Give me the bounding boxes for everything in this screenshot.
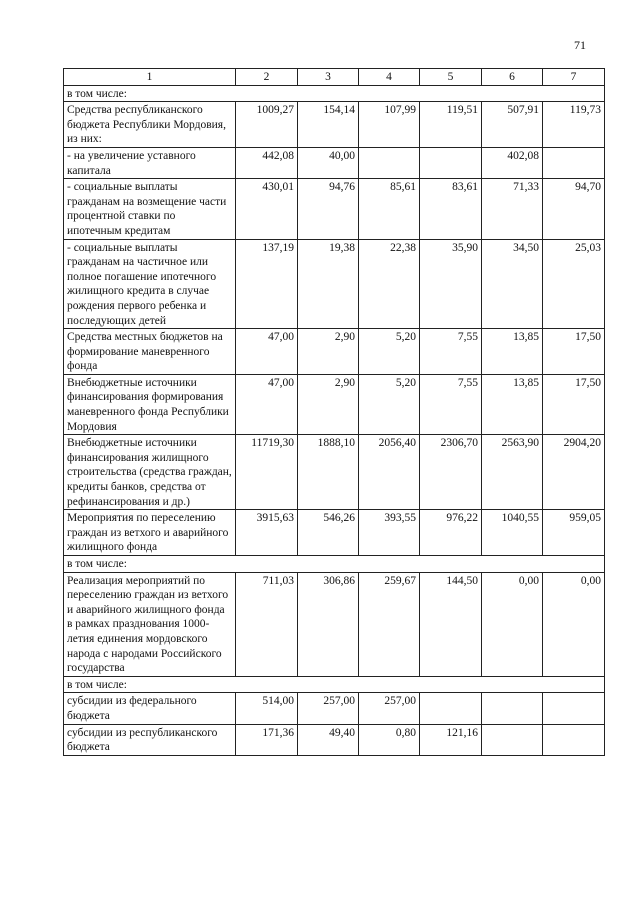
- value-cell: [543, 724, 605, 755]
- value-cell: 7,55: [420, 329, 482, 375]
- row-label: Внебюджетные источники финансирования жилищного строительства (средства граждан, кредиты банков, средства от рефинансирования и др.): [64, 435, 236, 510]
- value-cell: 121,16: [420, 724, 482, 755]
- table-body: [64, 85, 605, 755]
- value-cell: 83,61: [420, 179, 482, 239]
- row-label: Средства республиканского бюджета Республики Мордовия, из них:: [64, 102, 236, 148]
- value-cell: [420, 147, 482, 178]
- value-cell: 107,99: [359, 102, 420, 148]
- value-cell: 1040,55: [482, 510, 543, 556]
- value-cell: 19,38: [298, 239, 359, 329]
- section-divider-row: [64, 85, 605, 102]
- value-cell: [543, 147, 605, 178]
- row-label: - социальные выплаты гражданам на возмещение части процентной ставки по ипотечным кредитам: [64, 179, 236, 239]
- value-cell: 3915,63: [236, 510, 298, 556]
- value-cell: 22,38: [359, 239, 420, 329]
- value-cell: 257,00: [359, 693, 420, 724]
- value-cell: 34,50: [482, 239, 543, 329]
- value-cell: 11719,30: [236, 435, 298, 510]
- column-header: 5: [420, 69, 482, 86]
- value-cell: 0,80: [359, 724, 420, 755]
- column-header: 6: [482, 69, 543, 86]
- value-cell: 711,03: [236, 572, 298, 676]
- table-row: [64, 510, 605, 556]
- value-cell: 257,00: [298, 693, 359, 724]
- value-cell: 2056,40: [359, 435, 420, 510]
- table-row: [64, 147, 605, 178]
- value-cell: 0,00: [482, 572, 543, 676]
- table-row: [64, 724, 605, 755]
- row-label: - на увеличение уставного капитала: [64, 147, 236, 178]
- value-cell: 393,55: [359, 510, 420, 556]
- value-cell: 430,01: [236, 179, 298, 239]
- section-divider-label: в том числе:: [64, 676, 605, 693]
- row-label: Реализация мероприятий по переселению граждан из ветхого и аварийного жилищного фонда в рамках празднования 1000-летия единения мордовского народа с народами Российского государства: [64, 572, 236, 676]
- value-cell: 119,51: [420, 102, 482, 148]
- value-cell: 40,00: [298, 147, 359, 178]
- budget-table: [63, 68, 605, 756]
- table-row: [64, 693, 605, 724]
- column-header: 3: [298, 69, 359, 86]
- value-cell: 13,85: [482, 374, 543, 434]
- column-header: 7: [543, 69, 605, 86]
- value-cell: [482, 724, 543, 755]
- row-label: Внебюджетные источники финансирования формирования маневренного фонда Республики Мордовия: [64, 374, 236, 434]
- value-cell: 7,55: [420, 374, 482, 434]
- section-divider-row: [64, 556, 605, 573]
- value-cell: 137,19: [236, 239, 298, 329]
- value-cell: 49,40: [298, 724, 359, 755]
- value-cell: 0,00: [543, 572, 605, 676]
- table-row: [64, 572, 605, 676]
- value-cell: 13,85: [482, 329, 543, 375]
- table-row: [64, 329, 605, 375]
- table-row: [64, 179, 605, 239]
- value-cell: 442,08: [236, 147, 298, 178]
- value-cell: 507,91: [482, 102, 543, 148]
- table-row: [64, 239, 605, 329]
- value-cell: [420, 693, 482, 724]
- value-cell: 1009,27: [236, 102, 298, 148]
- value-cell: 5,20: [359, 374, 420, 434]
- value-cell: 47,00: [236, 374, 298, 434]
- value-cell: 2,90: [298, 374, 359, 434]
- value-cell: 402,08: [482, 147, 543, 178]
- row-label: - социальные выплаты гражданам на частичное или полное погашение ипотечного жилищного кредита в случае рождения первого ребенка и последующих детей: [64, 239, 236, 329]
- value-cell: 959,05: [543, 510, 605, 556]
- section-divider-label: в том числе:: [64, 556, 605, 573]
- page-number: 71: [574, 38, 586, 52]
- row-label: субсидии из республиканского бюджета: [64, 724, 236, 755]
- value-cell: 2563,90: [482, 435, 543, 510]
- value-cell: 85,61: [359, 179, 420, 239]
- value-cell: 171,36: [236, 724, 298, 755]
- value-cell: 2904,20: [543, 435, 605, 510]
- column-header: 4: [359, 69, 420, 86]
- row-label: Мероприятия по переселению граждан из ветхого и аварийного жилищного фонда: [64, 510, 236, 556]
- table-row: [64, 374, 605, 434]
- value-cell: 1888,10: [298, 435, 359, 510]
- value-cell: [359, 147, 420, 178]
- row-label: Средства местных бюджетов на формирование маневренного фонда: [64, 329, 236, 375]
- value-cell: 35,90: [420, 239, 482, 329]
- value-cell: 25,03: [543, 239, 605, 329]
- row-label: субсидии из федерального бюджета: [64, 693, 236, 724]
- value-cell: [482, 693, 543, 724]
- section-divider-row: [64, 676, 605, 693]
- value-cell: [543, 693, 605, 724]
- value-cell: 154,14: [298, 102, 359, 148]
- value-cell: 259,67: [359, 572, 420, 676]
- table-row: [64, 435, 605, 510]
- table-row: [64, 102, 605, 148]
- value-cell: 94,76: [298, 179, 359, 239]
- value-cell: 119,73: [543, 102, 605, 148]
- value-cell: 94,70: [543, 179, 605, 239]
- value-cell: 5,20: [359, 329, 420, 375]
- value-cell: 514,00: [236, 693, 298, 724]
- value-cell: 976,22: [420, 510, 482, 556]
- column-header: 2: [236, 69, 298, 86]
- column-header: 1: [64, 69, 236, 86]
- value-cell: 71,33: [482, 179, 543, 239]
- value-cell: 306,86: [298, 572, 359, 676]
- value-cell: 17,50: [543, 329, 605, 375]
- value-cell: 2,90: [298, 329, 359, 375]
- value-cell: 17,50: [543, 374, 605, 434]
- value-cell: 47,00: [236, 329, 298, 375]
- value-cell: 2306,70: [420, 435, 482, 510]
- section-divider-label: в том числе:: [64, 85, 605, 102]
- value-cell: 144,50: [420, 572, 482, 676]
- header-row: [64, 69, 605, 86]
- value-cell: 546,26: [298, 510, 359, 556]
